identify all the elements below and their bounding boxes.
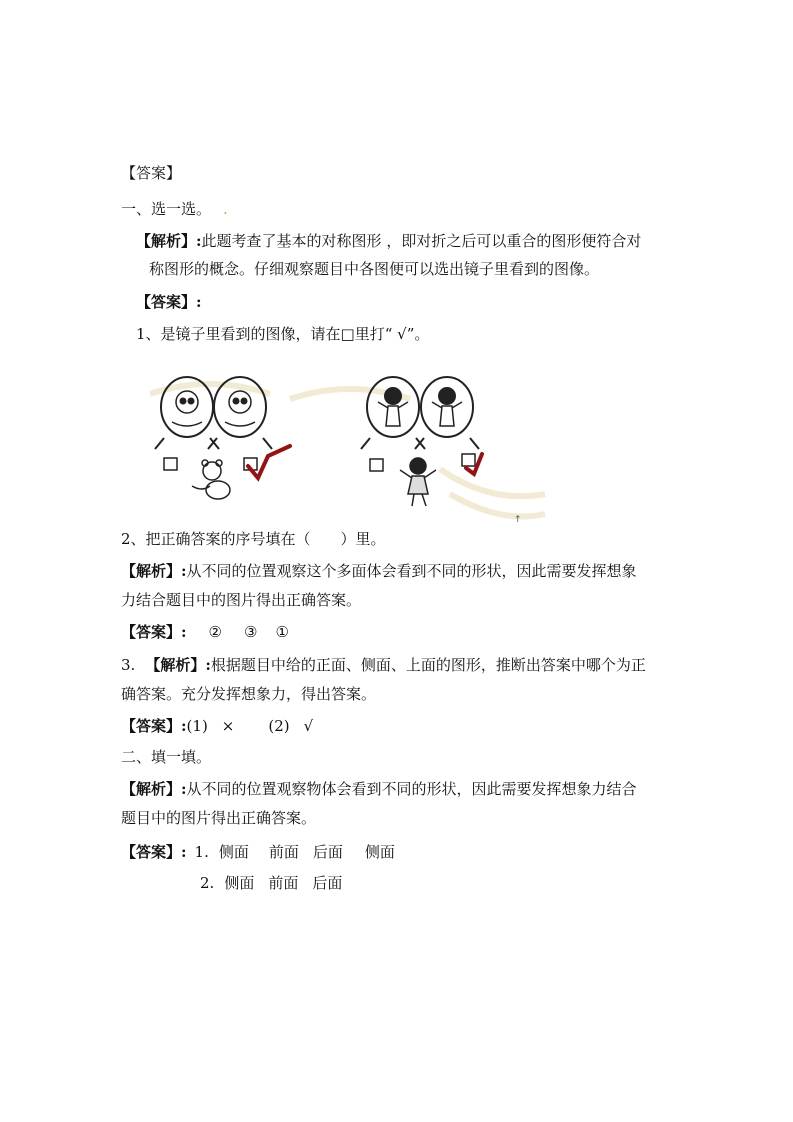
- section1-title: [121, 199, 228, 219]
- answer-heading-text: 【答案】: [121, 164, 182, 182]
- s2-row2-item3: 后面: [312, 874, 343, 892]
- mirror-right-2: [415, 377, 479, 449]
- checkbox-right-1: [370, 459, 383, 471]
- s2-row1-num: 1.: [194, 843, 209, 861]
- q2-answer-1: ②: [208, 623, 222, 641]
- q3-analysis-label: 【解析】:: [145, 656, 211, 674]
- q3-analysis-text2: 确答案。充分发挥想象力，得出答案。: [121, 685, 377, 703]
- s2-row1-item4: 侧面: [364, 843, 395, 861]
- s1-analysis-line1: [136, 231, 641, 251]
- section2-title: [121, 747, 211, 767]
- s2-row2-item2: 前面: [268, 874, 299, 892]
- figure-stray-mark: ↑: [514, 515, 522, 524]
- s2-row1-item1: 侧面: [218, 843, 249, 861]
- s1-analysis-text2: 称图形的概念。仔细观察题目中各图便可以选出镜子里看到的图像。: [149, 260, 600, 278]
- q2-answer-label: 【答案】:: [121, 623, 187, 641]
- s2-analysis-text1: 从不同的位置观察物体会看到不同的形状，因此需要发挥想象力结合: [186, 780, 637, 798]
- q2-analysis-label: 【解析】:: [121, 562, 187, 580]
- q3-answer-label: 【答案】:: [121, 717, 187, 735]
- girl-figure: [400, 458, 436, 506]
- bear-figure: [192, 460, 230, 499]
- q2-answer-2: ③: [244, 623, 258, 641]
- s2-answer-row1: [121, 842, 395, 862]
- s2-row2-num: 2.: [200, 874, 215, 892]
- s2-analysis-text2: 题目中的图片得出正确答案。: [121, 809, 317, 827]
- s1-analysis-label: 【解析】:: [136, 232, 202, 250]
- q2-analysis-line2: [121, 590, 361, 610]
- s2-answer-label: 【答案】:: [121, 843, 187, 861]
- q3-analysis-line1: [121, 655, 646, 675]
- q3-analysis-line2: [121, 684, 376, 704]
- q3-analysis-text1: 根据题目中给的正面、侧面、上面的图形，推断出答案中哪个为正: [210, 656, 646, 674]
- s1-answer-label: [136, 292, 202, 312]
- q2-analysis-text2: 力结合题目中的图片得出正确答案。: [121, 591, 362, 609]
- s2-answer-row2: [200, 873, 342, 893]
- answer-heading: [121, 163, 181, 183]
- q3-answer-2-mark: √: [303, 717, 314, 735]
- stray-dot: .: [223, 200, 228, 218]
- q2-text: [121, 529, 386, 549]
- s1-analysis-text1: 此题考查了基本的对称图形 ，即对折之后可以重合的图形便符合对: [201, 232, 642, 250]
- checkbox-left-1: [164, 458, 177, 470]
- section1-title-text: 一、选一选。: [121, 200, 212, 218]
- s1-analysis-line2: [149, 259, 599, 279]
- mirror-illustration: [150, 374, 550, 524]
- checkbox-right-2: [462, 454, 475, 466]
- s2-row1-item3: 后面: [312, 843, 343, 861]
- s2-analysis-label: 【解析】:: [121, 780, 187, 798]
- red-check-mark-left: [248, 446, 290, 478]
- s2-row1-item2: 前面: [268, 843, 299, 861]
- q1-text: [136, 324, 429, 344]
- q3-answer: [121, 716, 313, 736]
- q2-text-span: 2、把正确答案的序号填在（ ）里。: [121, 530, 386, 548]
- s1-answer-label-text: 【答案】:: [136, 293, 202, 311]
- section2-title-text: 二、填一填。: [121, 748, 212, 766]
- q1-text-span: 1、是镜子里看到的图像，请在□里打“ √”。: [136, 325, 430, 343]
- s2-row2-item1: 侧面: [224, 874, 255, 892]
- q2-answer: [121, 622, 289, 642]
- q3-answer-1-num: (1): [186, 717, 208, 735]
- q3-answer-2-num: (2): [268, 717, 290, 735]
- q2-analysis-line1: [121, 561, 637, 581]
- s2-analysis-line1: [121, 779, 637, 799]
- s2-analysis-line2: [121, 808, 316, 828]
- q3-number: 3.: [121, 656, 136, 674]
- red-check-mark-right: [466, 454, 482, 474]
- q2-answer-3: ①: [275, 623, 289, 641]
- q3-answer-1-mark: ×: [221, 717, 235, 735]
- q2-analysis-text1: 从不同的位置观察这个多面体会看到不同的形状，因此需要发挥想象: [186, 562, 637, 580]
